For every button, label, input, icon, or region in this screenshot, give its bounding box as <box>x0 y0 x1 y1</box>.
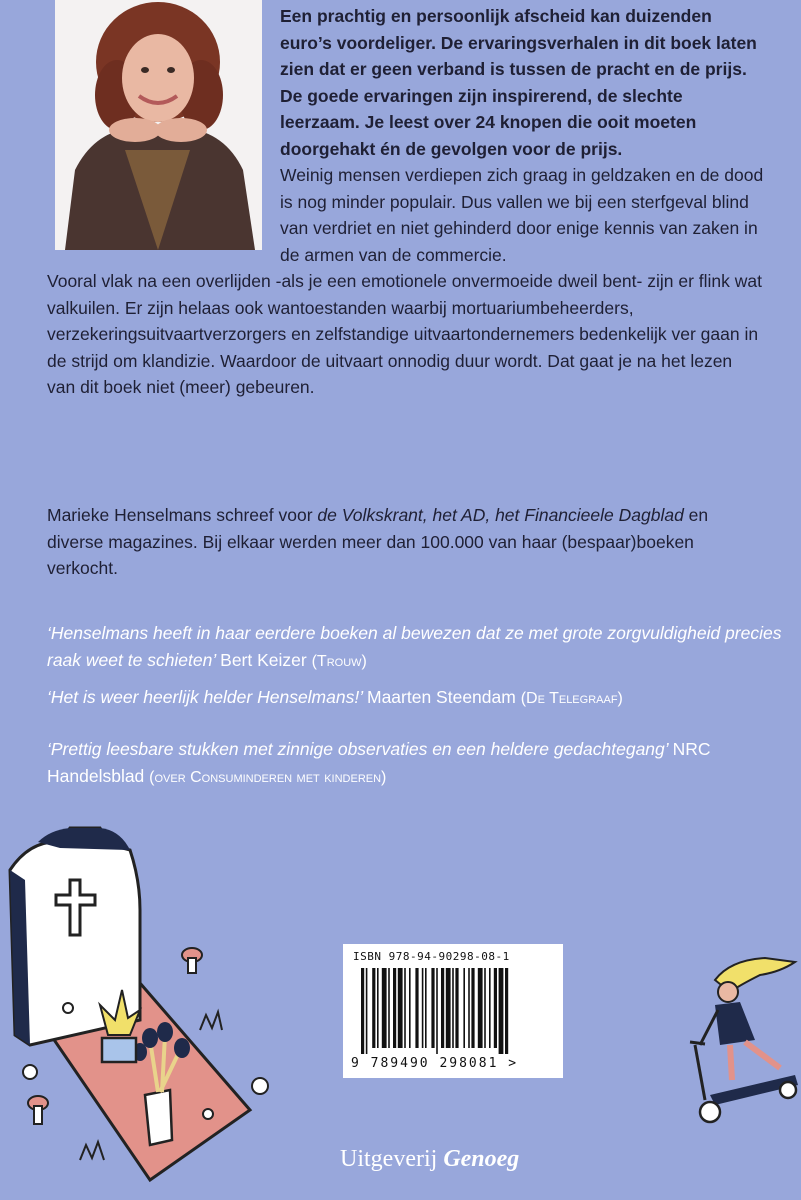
barcode-bar <box>441 968 444 1048</box>
barcode-bar <box>361 968 364 1054</box>
barcode-bar <box>382 968 387 1048</box>
barcode-bar <box>431 968 434 1048</box>
isbn-label: ISBN 978-94-90298-08-1 <box>353 950 510 963</box>
barcode-bars <box>361 968 551 1054</box>
author-bio-outlets: de Volkskrant, het AD, het Financieele Dagblad <box>317 505 684 525</box>
barcode-bar <box>452 968 454 1048</box>
barcode-bar <box>436 968 438 1054</box>
barcode-bar <box>372 968 375 1048</box>
barcode-bar <box>446 968 451 1048</box>
barcode-bar <box>366 968 368 1054</box>
barcode-bar <box>505 968 508 1054</box>
barcode-bar <box>377 968 379 1048</box>
barcode-bar <box>409 968 411 1048</box>
barcode-bar <box>499 968 504 1054</box>
publisher-prefix: Uitgeverij <box>340 1146 444 1172</box>
review-quote-2 <box>47 684 787 713</box>
barcode-bar <box>393 968 396 1048</box>
barcode-bar <box>471 968 474 1048</box>
paragraph-2: Vooral vlak na een overlijden -als je een emotionele onvermoeide dweil bent- zijn er flink wat valkuilen. Er zijn helaas ook wantoestanden waarbij mortuariumbeheerders, verzekeringsuitvaartverzorgers en zelfstandige uitvaartondernemers bedenkelijk ver gaan in de strijd om klandizie. Waardoor de uitvaart onnodig duur wordt. Dat gaat je na het lezen van dit boek niet (meer) gebeuren. <box>47 271 762 397</box>
barcode-bar <box>484 968 486 1048</box>
quote-source: (over Consuminderen met kinderen) <box>149 768 387 786</box>
lead-paragraph: Een prachtig en persoonlijk afscheid kan duizenden euro’s voordeliger. De ervaringsverhalen in dit boek laten zien dat er geen verband is tussen de pracht en de prijs. De goede ervaringen zijn inspirerend, de slechte leerzaam. Je leest over 24 knopen die ooit moeten doorgehakt én de gevolgen voor de prijs. <box>280 6 757 159</box>
grave-illustration <box>0 820 300 1200</box>
barcode-bar <box>404 968 406 1048</box>
barcode-bar <box>398 968 403 1048</box>
barcode-bar <box>388 968 390 1048</box>
barcode-bar <box>468 968 470 1048</box>
author-bio-suffix: en diverse magazines. Bij elkaar werden meer dan 100.000 van haar (bespaar)boeken verkocht. <box>47 505 709 578</box>
review-quote-3 <box>47 736 787 791</box>
description-block <box>47 0 782 401</box>
barcode-bar <box>455 968 458 1048</box>
publisher-logo <box>340 1146 519 1173</box>
quote-text: ‘Henselmans heeft in haar eerdere boeken al bewezen dat ze met grote zorgvuldigheid precies raak weet te schieten’ <box>47 623 782 670</box>
photo-spacer <box>47 0 280 252</box>
quote-text: ‘Prettig leesbare stukken met zinnige observaties en een heldere gedachtegang’ <box>47 739 673 759</box>
barcode-bar <box>478 968 483 1048</box>
review-quote-1 <box>47 620 787 675</box>
quote-person: Bert Keizer <box>220 649 312 670</box>
quote-source: (Trouw) <box>311 652 367 670</box>
quote-person: Maarten Steendam <box>367 687 521 707</box>
barcode-bar <box>489 968 491 1048</box>
barcode-bar <box>415 968 418 1048</box>
author-bio-prefix: Marieke Henselmans schreef voor <box>47 505 318 525</box>
scooter-girl-illustration <box>660 950 801 1130</box>
author-bio <box>47 502 767 582</box>
quote-source: (De Telegraaf) <box>520 690 623 707</box>
isbn-barcode <box>343 944 563 1078</box>
paragraph-1: Weinig mensen verdiepen zich graag in geldzaken en de dood is nog minder populair. Dus vallen we bij een sterfgeval blind van verdriet en niet gehinderd door enige kennis van zaken in de armen van de commercie. <box>280 165 764 265</box>
quote-text: ‘Het is weer heerlijk helder Henselmans!’ <box>47 687 367 707</box>
barcode-bar <box>463 968 465 1048</box>
quote-person: NRC Handelsblad <box>47 739 711 786</box>
barcode-bar <box>422 968 424 1048</box>
publisher-brand: Genoeg <box>443 1146 520 1172</box>
barcode-bar <box>425 968 427 1048</box>
ean-digits: 9 789490 298081 > <box>351 1056 519 1071</box>
barcode-bar <box>494 968 497 1048</box>
